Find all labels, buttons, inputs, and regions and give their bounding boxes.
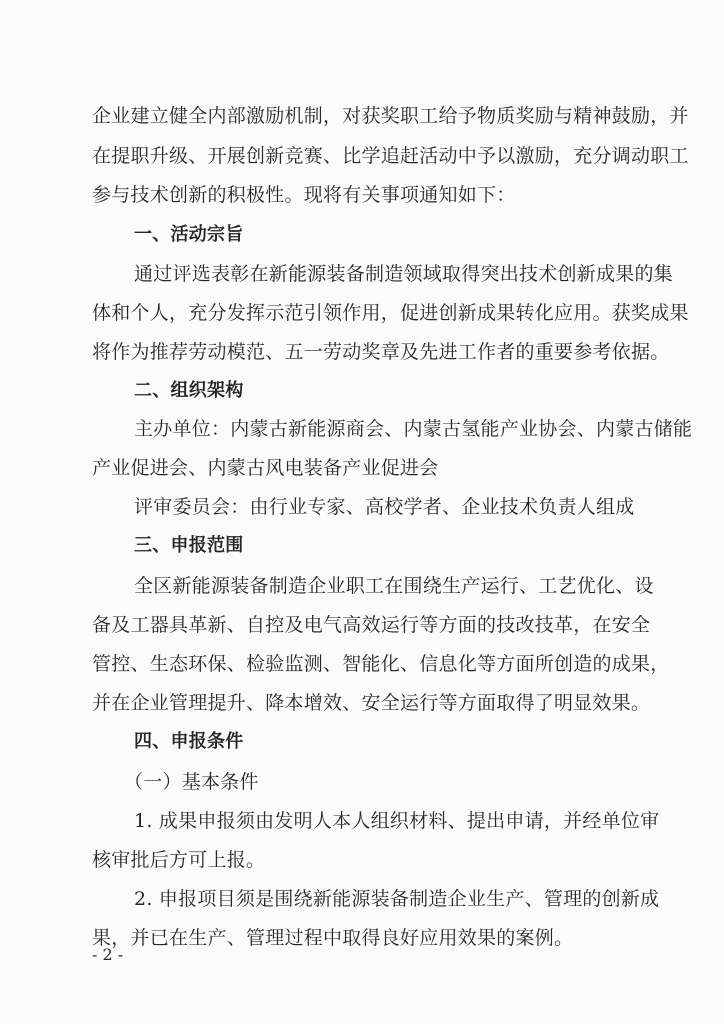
paragraph-line: 管控、生态环保、检验监测、智能化、信息化等方面所创造的成果， [92,653,670,675]
paragraph-line: 参与技术创新的积极性。现将有关事项通知如下： [92,184,516,206]
subsection-heading: （一）基本条件 [124,771,259,793]
paragraph-line: 并在企业管理提升、降本增效、安全运行等方面取得了明显效果。 [92,692,651,714]
paragraph-line: 体和个人，充分发挥示范引领作用，促进创新成果转化应用。获奖成果 [92,302,689,324]
paragraph-line: 1. 成果申报须由发明人本人组织材料、提出申请，并经单位审 [134,810,660,832]
paragraph-line: 评审委员会：由行业专家、高校学者、企业技术负责人组成 [134,496,635,518]
paragraph-line: 产业促进会、内蒙古风电装备产业促进会 [92,457,439,479]
section-heading: 一、活动宗旨 [134,224,244,245]
paragraph-line: 企业建立健全内部激励机制，对获奖职工给予物质奖励与精神鼓励，并 [92,105,689,127]
paragraph-line: 将作为推荐劳动模范、五一劳动奖章及先进工作者的重要参考依据。 [92,341,670,363]
paragraph-line: 果，并已在生产、管理过程中取得良好应用效果的案例。 [92,927,574,949]
section-heading: 四、申报条件 [134,731,244,752]
paragraph-line: 2. 申报项目须是围绕新能源装备制造企业生产、管理的创新成 [134,888,660,910]
paragraph-line: 备及工器具革新、自控及电气高效运行等方面的技改技革，在安全 [92,614,651,636]
paragraph-line: 在提职升级、开展创新竞赛、比学追赶活动中予以激励，充分调动职工 [92,145,689,167]
paragraph-line: 全区新能源装备制造企业职工在围绕生产运行、工艺优化、设 [134,575,654,597]
paragraph-line: 核审批后方可上报。 [92,849,266,871]
section-heading: 二、组织架构 [134,380,244,401]
page-number: - 2 - [92,945,124,964]
paragraph-line: 主办单位：内蒙古新能源商会、内蒙古氢能产业协会、内蒙古储能 [134,418,693,440]
paragraph-line: 通过评选表彰在新能源装备制造领域取得突出技术创新成果的集 [134,263,674,285]
section-heading: 三、申报范围 [134,535,244,556]
